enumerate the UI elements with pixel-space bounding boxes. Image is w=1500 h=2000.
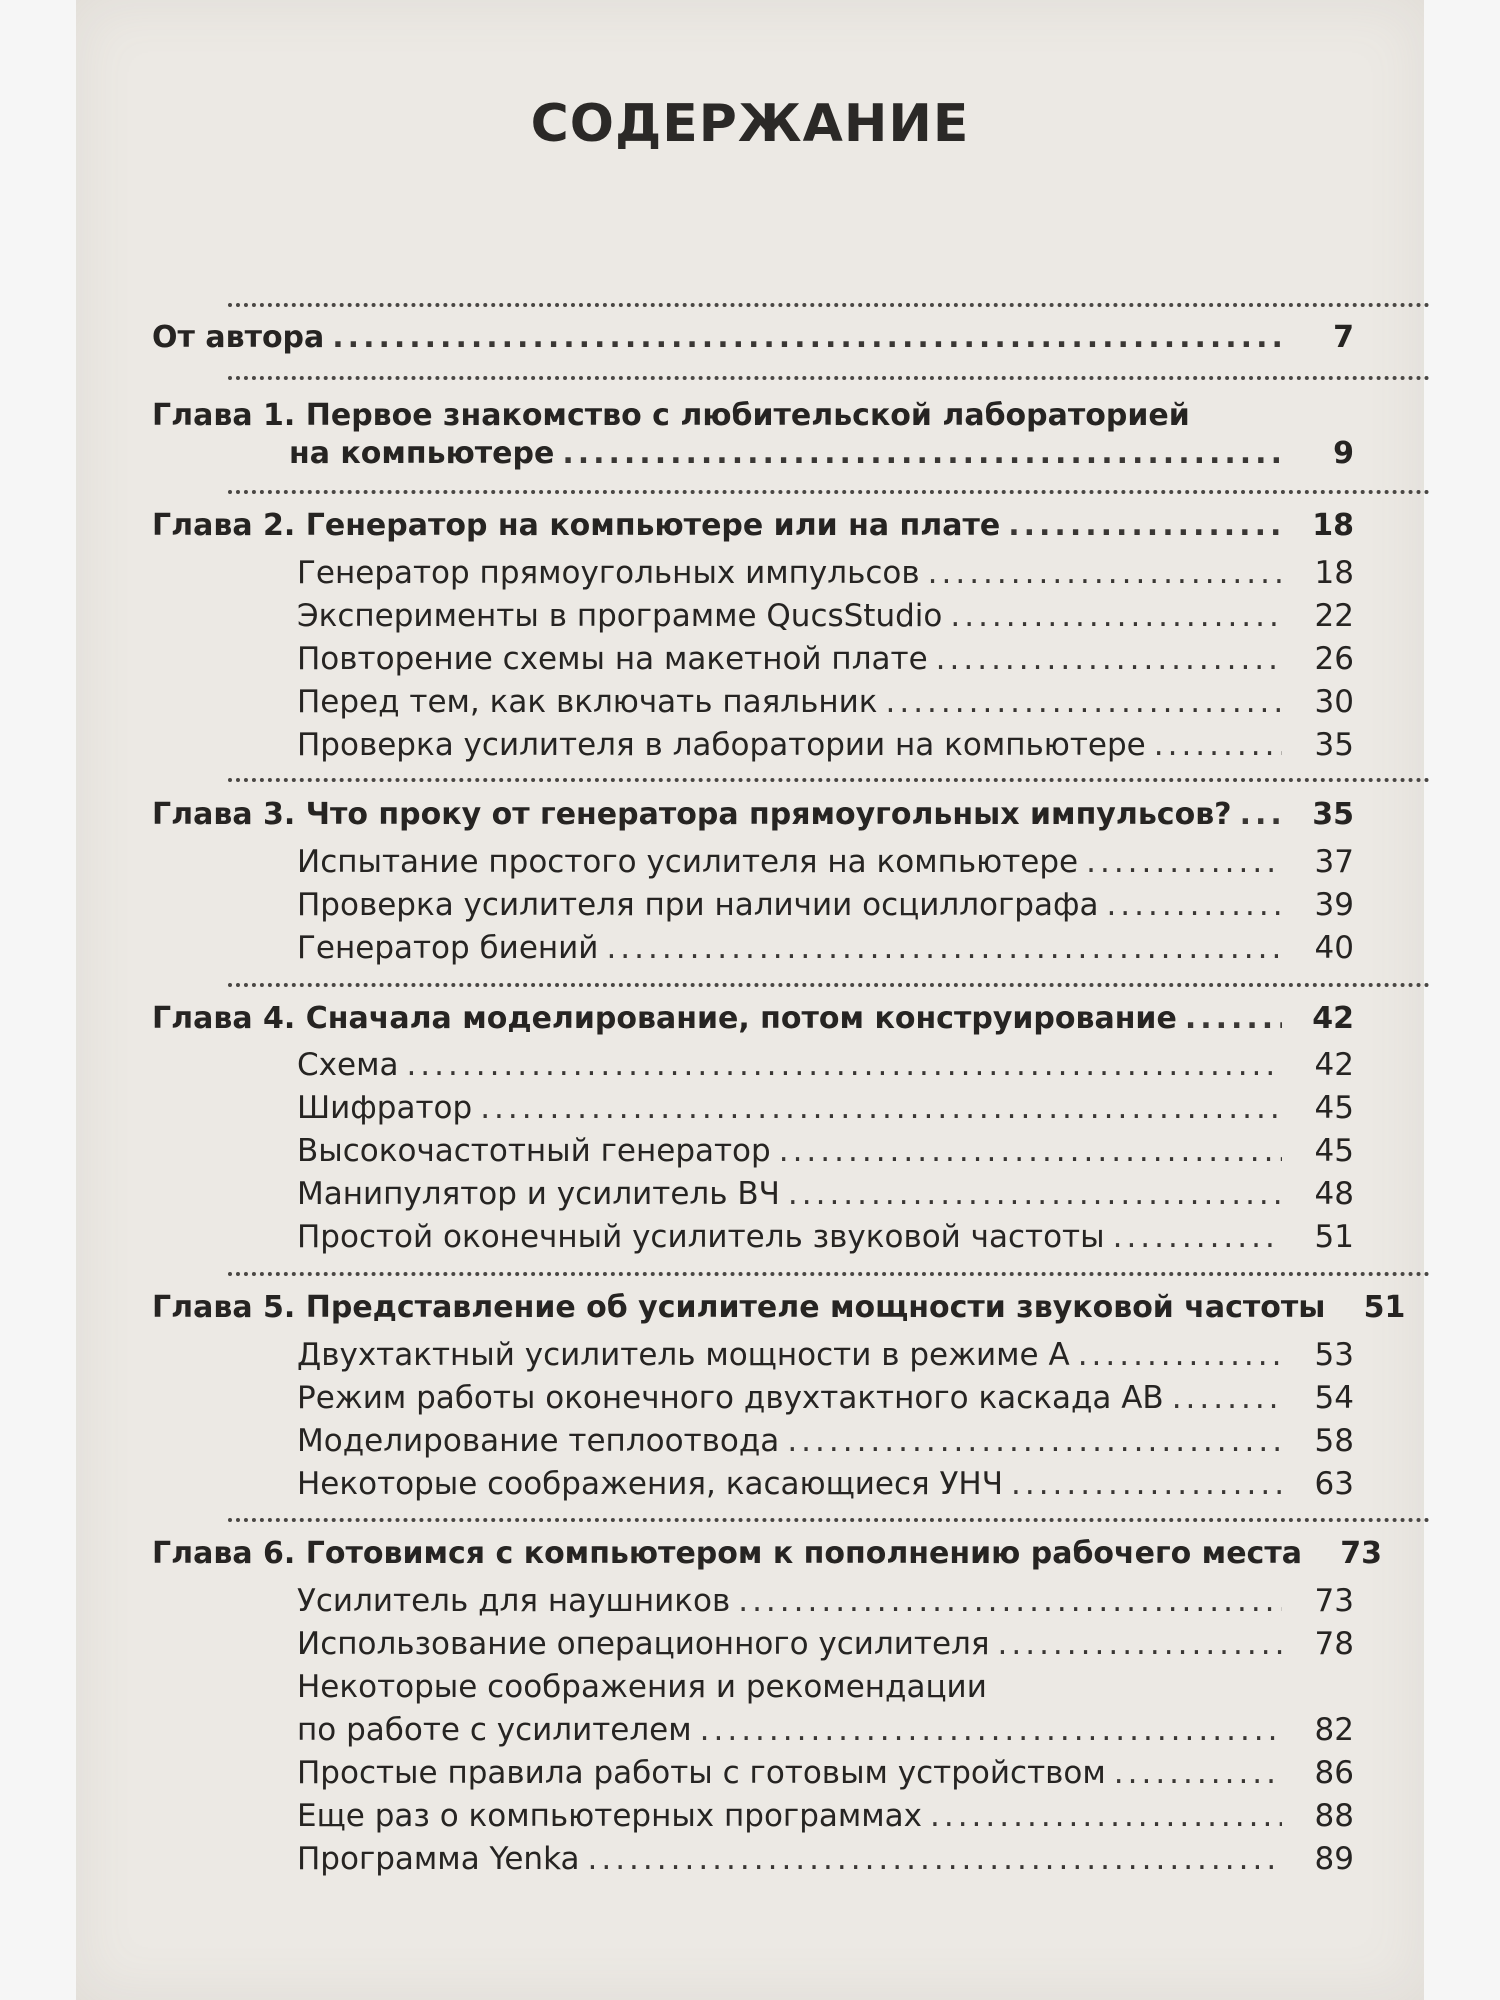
leader-dots — [332, 318, 1282, 358]
leader-dots — [1078, 1335, 1282, 1375]
toc-page-number: 35 — [1312, 797, 1354, 832]
toc-entry-section[interactable] — [152, 549, 1354, 593]
leader-dots — [700, 1710, 1282, 1750]
toc-chapter-number: Глава 3. — [152, 797, 296, 832]
leader-dots — [1185, 999, 1282, 1039]
toc-chapter-title: Генератор на компьютере или на плате — [305, 508, 1001, 543]
toc-entry-section[interactable] — [152, 635, 1354, 679]
leader-dots — [779, 1131, 1282, 1171]
toc-section-title: Проверка усилителя при наличии осциллографа — [297, 887, 1099, 923]
toc-page-number: 9 — [1333, 436, 1354, 471]
toc-section-title: Режим работы оконечного двухтактного каскада АВ — [297, 1380, 1164, 1416]
toc-page-number: 89 — [1314, 1841, 1354, 1877]
leader-dots — [885, 682, 1282, 722]
toc-entry-section[interactable] — [152, 1417, 1354, 1461]
leader-dots — [480, 1088, 1282, 1128]
toc-entry-chapter-5[interactable] — [152, 1284, 1406, 1328]
toc-section-title: Генератор прямоугольных импульсов — [297, 555, 920, 591]
leader-dots — [950, 596, 1282, 636]
toc-section-title: Шифратор — [297, 1090, 473, 1126]
toc-entry-section[interactable] — [152, 1577, 1354, 1621]
page-title: СОДЕРЖАНИЕ — [530, 94, 970, 154]
toc-chapter-number: Глава 2. — [152, 508, 296, 543]
toc-page-number: 73 — [1314, 1583, 1354, 1619]
toc-page-number: 35 — [1314, 727, 1354, 763]
toc-page-number: 30 — [1314, 684, 1354, 720]
separator — [228, 1272, 1430, 1276]
toc-page-number: 42 — [1312, 1001, 1354, 1036]
toc-page-number: 51 — [1314, 1219, 1354, 1255]
toc-entry-section[interactable] — [152, 592, 1354, 636]
toc-entry-section[interactable] — [152, 1792, 1354, 1836]
toc-section-title: Эксперименты в программе QucsStudio — [297, 598, 943, 634]
toc-entry-section[interactable] — [152, 1213, 1354, 1257]
leader-dots — [1172, 1378, 1282, 1418]
toc-chapter-title: От автора — [152, 320, 325, 355]
toc-page-number: 7 — [1333, 320, 1354, 355]
toc-page-number: 48 — [1314, 1176, 1354, 1212]
leader-dots — [1086, 842, 1282, 882]
toc-section-title: Манипулятор и усилитель ВЧ — [297, 1176, 780, 1212]
toc-entry-foreword[interactable] — [152, 314, 1354, 358]
leader-dots — [928, 553, 1282, 593]
toc-section-title: Усилитель для наушников — [297, 1583, 731, 1619]
separator — [228, 1518, 1430, 1522]
toc-entry-section-cont[interactable] — [152, 1706, 1354, 1750]
leader-dots — [998, 1624, 1282, 1664]
toc-section-title: Простой оконечный усилитель звуковой частоты — [297, 1219, 1105, 1255]
leader-dots — [587, 1839, 1282, 1879]
toc-entry-section[interactable] — [152, 838, 1354, 882]
separator — [228, 778, 1430, 782]
toc-entry-chapter-6[interactable] — [152, 1530, 1382, 1574]
toc-section-title-continuation: по работе с усилителем — [297, 1712, 692, 1748]
toc-page-number: 51 — [1363, 1290, 1406, 1325]
toc-section-title: Высокочастотный генератор — [297, 1133, 771, 1169]
toc-entry-section[interactable] — [152, 881, 1354, 925]
toc-section-title: Простые правила работы с готовым устройством — [297, 1755, 1106, 1791]
toc-chapter-number: Глава 6. — [152, 1536, 296, 1571]
toc-entry-section[interactable] — [152, 1084, 1354, 1128]
toc-entry-section[interactable] — [152, 1749, 1354, 1793]
separator — [228, 983, 1430, 987]
leader-dots — [562, 434, 1282, 474]
leader-dots — [1113, 1217, 1282, 1257]
toc-page-number: 18 — [1312, 508, 1354, 543]
leader-dots — [1008, 506, 1282, 546]
toc-entry-section[interactable] — [152, 1460, 1354, 1504]
leader-dots — [1114, 1753, 1282, 1793]
toc-page-number: 26 — [1314, 641, 1354, 677]
toc-section-title: Испытание простого усилителя на компьютере — [297, 844, 1079, 880]
toc-section-title: Программа Yenka — [297, 1841, 580, 1877]
toc-entry-chapter-4[interactable] — [152, 995, 1354, 1039]
toc-chapter-title: Представление об усилителе мощности звуковой частоты — [305, 1290, 1326, 1325]
toc-entry-section[interactable] — [152, 1331, 1354, 1375]
toc-chapter-title: Сначала моделирование, потом конструирование — [305, 1001, 1177, 1036]
toc-section-title: Повторение схемы на макетной плате — [297, 641, 928, 677]
toc-page-number: 54 — [1314, 1380, 1354, 1416]
toc-section-title: Схема — [297, 1047, 399, 1083]
toc-entry-section[interactable] — [152, 1374, 1354, 1418]
toc-entry-section[interactable] — [152, 678, 1354, 722]
toc-page-number: 58 — [1314, 1423, 1354, 1459]
toc-page-number: 73 — [1340, 1536, 1382, 1571]
toc-section-title: Моделирование теплоотвода — [297, 1423, 780, 1459]
toc-chapter-number: Глава 4. — [152, 1001, 296, 1036]
leader-dots — [606, 928, 1282, 968]
leader-dots — [1011, 1464, 1282, 1504]
toc-page-number: 40 — [1314, 930, 1354, 966]
toc-chapter-title-continuation: на компьютере — [289, 436, 555, 471]
leader-dots — [1240, 795, 1282, 835]
toc-page-number: 63 — [1314, 1466, 1354, 1502]
toc-page-number: 53 — [1314, 1337, 1354, 1373]
toc-entry-section[interactable] — [152, 1663, 1354, 1707]
toc-page-number: 42 — [1314, 1047, 1354, 1083]
toc-chapter-title: Готовимся с компьютером к пополнению рабочего места — [305, 1536, 1302, 1571]
toc-entry-section[interactable] — [152, 1041, 1354, 1085]
toc-page-number: 86 — [1314, 1755, 1354, 1791]
toc-section-title: Использование операционного усилителя — [297, 1626, 990, 1662]
leader-dots — [1106, 885, 1282, 925]
toc-chapter-title: Что проку от генератора прямоугольных импульсов? — [305, 797, 1232, 832]
leader-dots — [787, 1421, 1282, 1461]
toc-entry-section[interactable] — [152, 1127, 1354, 1171]
toc-chapter-number: Глава 1. — [152, 398, 296, 433]
toc-page-number: 37 — [1314, 844, 1354, 880]
leader-dots — [738, 1581, 1282, 1621]
toc-entry-chapter-2[interactable] — [152, 502, 1354, 546]
toc-section-title: Генератор биений — [297, 930, 599, 966]
toc-entry-section[interactable] — [152, 924, 1354, 968]
toc-section-title: Некоторые соображения и рекомендации — [297, 1669, 987, 1705]
toc-page-number: 88 — [1314, 1798, 1354, 1834]
leader-dots — [936, 639, 1282, 679]
toc-page-number: 22 — [1314, 598, 1354, 634]
toc-page-number: 78 — [1314, 1626, 1354, 1662]
separator — [228, 490, 1430, 494]
toc-entry-section[interactable] — [152, 721, 1354, 765]
toc-page-number: 18 — [1314, 555, 1354, 591]
toc-page-number: 82 — [1314, 1712, 1354, 1748]
toc-page-number: 45 — [1314, 1133, 1354, 1169]
leader-dots — [1154, 725, 1282, 765]
toc-chapter-number: Глава 5. — [152, 1290, 296, 1325]
toc-chapter-title: Первое знакомство с любительской лабораторией — [305, 398, 1190, 433]
toc-section-title: Еще раз о компьютерных программах — [297, 1798, 922, 1834]
toc-section-title: Некоторые соображения, касающиеся УНЧ — [297, 1466, 1003, 1502]
toc-page-number: 39 — [1314, 887, 1354, 923]
toc-entry-section[interactable] — [152, 1620, 1354, 1664]
toc-entry-chapter-3[interactable] — [152, 791, 1354, 835]
leader-dots — [930, 1796, 1282, 1836]
separator — [228, 303, 1430, 307]
toc-section-title: Перед тем, как включать паяльник — [297, 684, 878, 720]
leader-dots — [788, 1174, 1282, 1214]
toc-page-number: 45 — [1314, 1090, 1354, 1126]
toc-entry-section[interactable] — [152, 1835, 1354, 1879]
toc-section-title: Двухтактный усилитель мощности в режиме А — [297, 1337, 1070, 1373]
toc-entry-section[interactable] — [152, 1170, 1354, 1214]
toc-section-title: Проверка усилителя в лаборатории на компьютере — [297, 727, 1146, 763]
toc-entry-chapter-1-cont[interactable] — [152, 430, 1354, 474]
leader-dots — [406, 1045, 1282, 1085]
separator — [228, 376, 1430, 380]
